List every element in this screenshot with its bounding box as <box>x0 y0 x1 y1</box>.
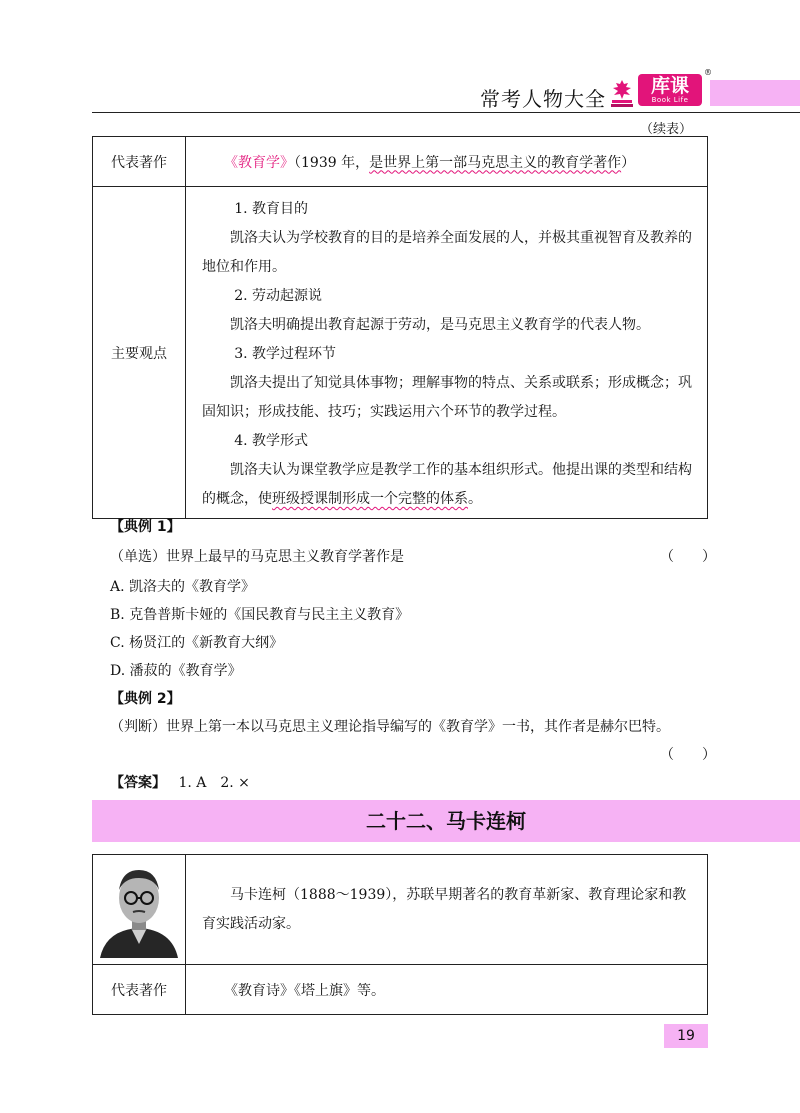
header-rule <box>92 112 800 113</box>
view-title: 1. 教育目的 <box>234 201 308 217</box>
view-title: 2. 劳动起源说 <box>234 288 322 304</box>
example1-option: A. 凯洛夫的《教育学》 <box>110 579 256 595</box>
portrait-cell <box>93 855 186 965</box>
works-year: （1939 年， <box>294 154 370 171</box>
answer-line <box>110 772 250 792</box>
works-cell <box>186 137 708 187</box>
works-label: 代表著作 <box>93 965 186 1015</box>
works-highlight: 是世界上第一部马克思主义的教育学著作 <box>369 154 622 171</box>
registered-mark: ® <box>704 68 712 77</box>
header-band <box>710 80 800 106</box>
example1-option: B. 克鲁普斯卡娅的《国民教育与民主主义教育》 <box>110 607 410 623</box>
view-title: 3. 教学过程环节 <box>234 346 336 362</box>
works-book-title: 《教育学》 <box>224 154 294 171</box>
view-body: 凯洛夫提出了知觉具体事物；理解事物的特点、关系或联系；形成概念；巩固知识；形成技能、技巧；实践运用六个环节的教学过程。 <box>202 375 692 420</box>
example1-option: D. 潘菽的《教育学》 <box>110 663 242 679</box>
example1-blank: （ ） <box>660 549 716 565</box>
view-body: 凯洛夫认为学校教育的目的是培养全面发展的人，并极其重视智育及教养的地位和作用。 <box>202 230 692 275</box>
views-cell <box>186 187 708 519</box>
view-title: 4. 教学形式 <box>234 433 308 449</box>
brand-logo <box>638 74 702 106</box>
view-body: 凯洛夫认为课堂教学应是教学工作的基本组织形式。他提出课的类型和结构的概念，使班级授课制形成一个完整的体系。 <box>202 462 692 507</box>
section-title: 二十二、马卡连柯 <box>92 800 800 842</box>
example2-label: 【典例 2】 <box>110 691 181 707</box>
page-number: 19 <box>664 1024 708 1048</box>
example1-label: 【典例 1】 <box>110 519 181 535</box>
table-row <box>93 855 708 965</box>
logo-text: 库课 <box>650 75 689 97</box>
header-title: 常考人物大全 <box>480 87 606 111</box>
works-label: 代表著作 <box>93 137 186 187</box>
answer-label: 【答案】 <box>110 775 166 791</box>
table-row <box>93 187 708 519</box>
kairov-table <box>92 136 708 519</box>
makarenko-portrait <box>96 858 182 958</box>
continued-label: （续表） <box>640 122 693 137</box>
answer-text: 1. A 2. × <box>178 775 250 791</box>
makarenko-intro: 马卡连柯（1888～1939），苏联早期著名的教育革新家、教育理论家和教育实践活动家。 <box>202 886 687 932</box>
example1-option: C. 杨贤江的《新教育大纲》 <box>110 635 284 651</box>
makarenko-table <box>92 854 708 1015</box>
table-row <box>93 137 708 187</box>
intro-cell <box>186 855 708 965</box>
example2-question: （判断）世界上第一本以马克思主义理论指导编写的《教育学》一书，其作者是赫尔巴特。 <box>110 719 670 735</box>
logo-subtext: Book Life <box>651 96 689 104</box>
views-label: 主要观点 <box>93 187 186 519</box>
view-highlight: 班级授课制形成一个完整的体系 <box>272 491 468 507</box>
book-stack-icon <box>607 78 637 110</box>
makarenko-works: 《教育诗》《塔上旗》等。 <box>186 965 708 1015</box>
works-close: ） <box>621 154 636 171</box>
view-body: 凯洛夫明确提出教育起源于劳动，是马克思主义教育学的代表人物。 <box>230 317 650 333</box>
table-row <box>93 965 708 1015</box>
example2-blank: （ ） <box>660 747 716 763</box>
example1-question: （单选）世界上最早的马克思主义教育学著作是 <box>110 549 404 565</box>
